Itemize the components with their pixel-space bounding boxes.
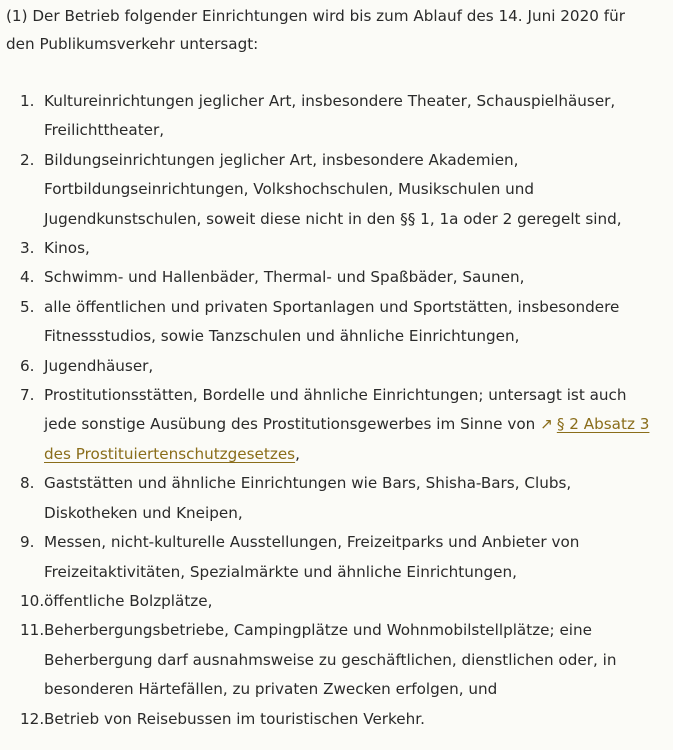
list-item-10 — [6, 587, 655, 616]
list-item-9 — [6, 528, 655, 587]
list-text: Prostitutionsstätten, Bordelle und ähnliche Einrichtungen; untersagt ist auch jede sonstige Ausübung des Prostitutionsgewerbes im Sinne von — [44, 386, 627, 434]
list-number: 10. — [20, 591, 45, 610]
list-text: Messen, nicht-kulturelle Ausstellungen, Freizeitparks und Anbieter von Freizeitaktivitäten, Spezialmärkte und ähnliche Einrichtungen, — [44, 533, 580, 581]
external-link-icon: ↗ — [540, 415, 553, 434]
list-number: 4. — [20, 268, 35, 287]
list-text: Schwimm- und Hallenbäder, Thermal- und Spaßbäder, Saunen, — [44, 268, 525, 287]
list-item-11 — [6, 616, 655, 704]
list-text: öffentliche Bolzplätze, — [44, 591, 213, 610]
list-number: 11. — [20, 621, 45, 640]
list-text: alle öffentlichen und privaten Sportanlagen und Sportstätten, insbesondere Fitnessstudios, sowie Tanzschulen und ähnliche Einrichtungen, — [44, 297, 620, 346]
list-item-6 — [6, 352, 655, 381]
list-number: 5. — [20, 297, 35, 316]
list-item-1 — [6, 87, 655, 146]
list-number: 3. — [20, 239, 35, 258]
list-number: 1. — [20, 92, 35, 110]
list-text: Kinos, — [44, 239, 90, 258]
list-item-3 — [6, 234, 655, 263]
law-reference-link-text: § 2 Absatz 3 des Prostituiertenschutzgesetzes — [44, 415, 650, 463]
list-text: Jugendhäuser, — [44, 356, 154, 375]
list-number: 9. — [20, 533, 35, 552]
list-number: 7. — [20, 386, 35, 405]
list-item-7 — [6, 381, 655, 469]
list-text: Gaststätten und ähnliche Einrichtungen wie Bars, Shisha-Bars, Clubs, Diskotheken und Kneipen, — [44, 474, 572, 522]
intro-paragraph: (1) Der Betrieb folgender Einrichtungen wird bis zum Ablauf des 14. Juni 2020 für den Publikumsverkehr untersagt: — [6, 7, 625, 53]
list-item-4 — [6, 263, 655, 292]
list-text: Bildungseinrichtungen jeglicher Art, insbesondere Akademien, Fortbildungseinrichtungen, Volkshochschulen, Musikschulen und Jugendkunstschulen, soweit diese nicht in den §§ 1, 1a oder 2 geregelt sind, — [44, 150, 622, 228]
list-text: Kultureinrichtungen jeglicher Art, insbesondere Theater, Schauspielhäuser, Freilichttheater, — [44, 92, 616, 140]
list-item-12 — [6, 705, 655, 734]
list-item-8 — [6, 469, 655, 528]
list-number: 12. — [20, 709, 45, 728]
list-text: Beherbergungsbetriebe, Campingplätze und Wohnmobilstellplätze; eine Beherbergung darf ausnahmsweise zu geschäftlichen, dienstlichen oder, in besonderen Härtefällen, zu privaten Zwecken erfolgen, und — [44, 621, 617, 699]
list-item-5 — [6, 293, 655, 352]
facility-list — [6, 87, 655, 734]
list-text: Betrieb von Reisebussen im touristischen Verkehr. — [44, 709, 425, 728]
list-text-suffix: , — [295, 444, 300, 463]
list-number: 6. — [20, 356, 35, 375]
list-item-2 — [6, 146, 655, 234]
list-number: 8. — [20, 474, 35, 493]
list-number: 2. — [20, 150, 35, 169]
